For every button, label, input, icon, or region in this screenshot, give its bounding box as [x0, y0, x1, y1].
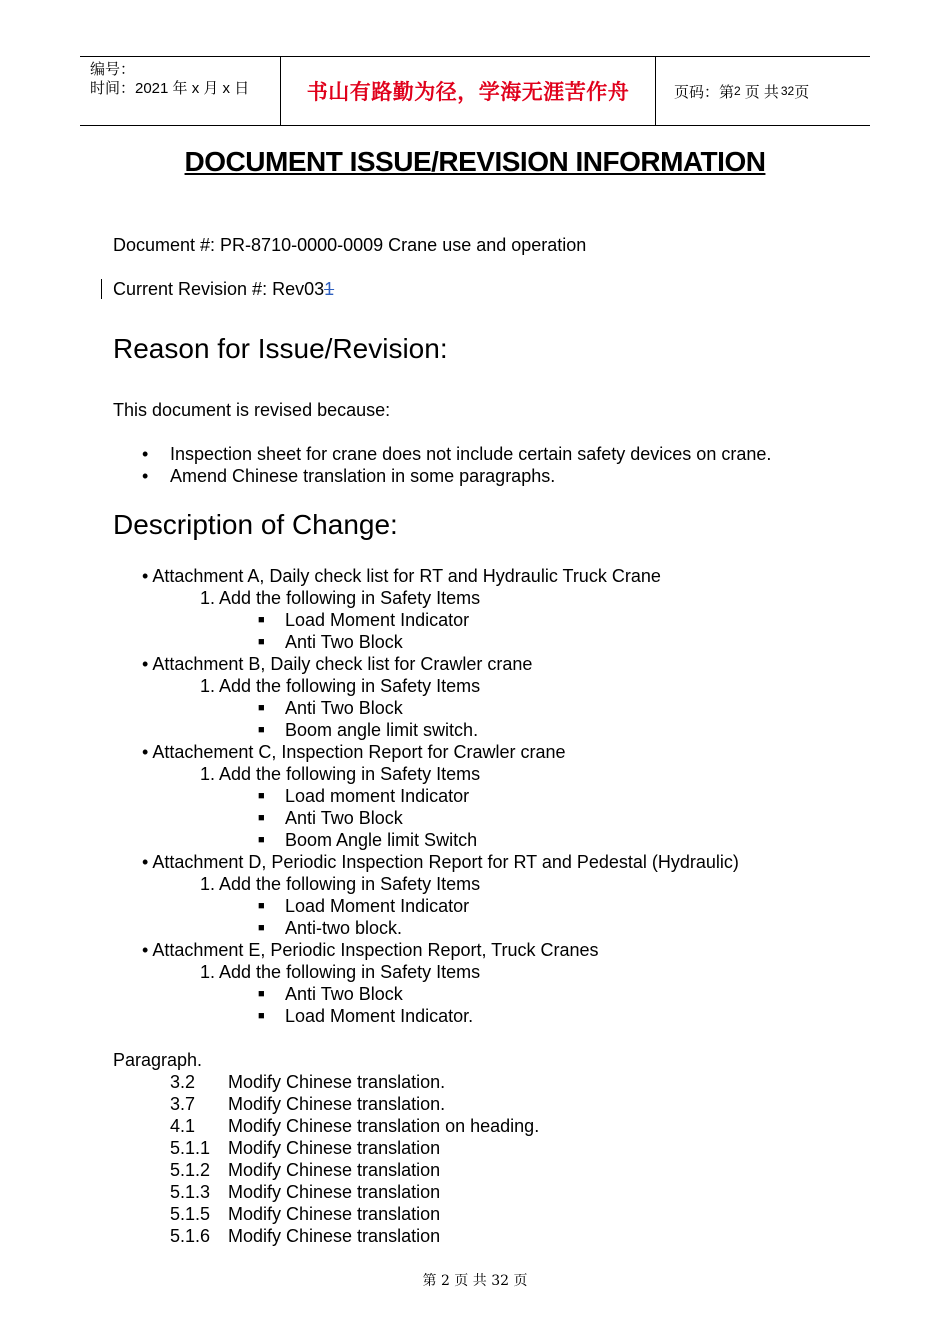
- header-meta: [80, 57, 280, 125]
- header-page-mid: 页 共: [744, 83, 779, 101]
- safety-item: ■ Anti Two Block: [258, 632, 403, 652]
- reason-item: • Inspection sheet for crane does not include certain safety devices on crane.: [142, 444, 772, 464]
- paragraph-label: Paragraph.: [113, 1050, 203, 1070]
- paragraph-number: 3.7: [170, 1094, 196, 1114]
- paragraph-row: [170, 1138, 440, 1159]
- attachment-item: • Attachment B, Daily check list for Crawler crane: [142, 654, 533, 674]
- safety-item-text: Anti Two Block: [285, 698, 403, 718]
- paragraph-row: [170, 1160, 440, 1181]
- attachment-step: 1. Add the following in Safety Items: [200, 874, 481, 894]
- document-title: DOCUMENT ISSUE/REVISION INFORMATION: [184, 146, 766, 177]
- header-page-number: 2: [734, 84, 741, 98]
- safety-item-text: Boom Angle limit Switch: [285, 830, 478, 850]
- paragraph-number: 5.1.5: [170, 1204, 211, 1224]
- attachment-step: 1. Add the following in Safety Items: [200, 764, 481, 784]
- paragraph-number: 5.1.6: [170, 1226, 211, 1246]
- safety-item: ■ Boom Angle limit Switch: [258, 830, 478, 850]
- paragraph-number: 5.1.1: [170, 1138, 211, 1158]
- page-footer: 第 2 页 共 32 页: [422, 1273, 528, 1289]
- attachment-title: Attachment A, Daily check list for RT and Hydraulic Truck Crane: [152, 566, 661, 586]
- safety-item-text: Load Moment Indicator: [285, 896, 470, 916]
- attachment-item: • Attachment A, Daily check list for RT and Hydraulic Truck Crane: [142, 566, 661, 586]
- attachment-step: 1. Add the following in Safety Items: [200, 676, 481, 696]
- paragraph-row: [170, 1116, 539, 1137]
- safety-item: ■ Load Moment Indicator: [258, 610, 470, 630]
- safety-item: ■ Boom angle limit switch.: [258, 720, 479, 740]
- safety-item: ■ Anti-two block.: [258, 918, 403, 938]
- attachment-item: • Attachement C, Inspection Report for Crawler crane: [142, 742, 566, 762]
- paragraph-row: [170, 1072, 445, 1093]
- header-motto: 书山有路勤为径，学海无涯苦作舟: [306, 79, 630, 104]
- attachment-step: 1. Add the following in Safety Items: [200, 962, 481, 982]
- paragraph-number: 5.1.3: [170, 1182, 211, 1202]
- attachment-title: Attachement C, Inspection Report for Crawler crane: [152, 742, 566, 762]
- paragraph-row: [170, 1094, 445, 1115]
- paragraph-text: Modify Chinese translation.: [228, 1094, 446, 1114]
- attachment-item: • Attachment E, Periodic Inspection Report, Truck Cranes: [142, 940, 599, 960]
- safety-item: ■ Anti Two Block: [258, 984, 403, 1004]
- safety-item: ■ Load Moment Indicator.: [258, 1006, 474, 1026]
- paragraph-text: Modify Chinese translation: [228, 1182, 441, 1202]
- page-header: [80, 56, 870, 126]
- paragraph-row: [170, 1204, 440, 1225]
- header-page-cell: [664, 57, 870, 125]
- safety-item-text: Anti Two Block: [285, 984, 403, 1004]
- safety-item-text: Anti Two Block: [285, 632, 403, 652]
- attachment-item: • Attachment D, Periodic Inspection Report for RT and Pedestal (Hydraulic): [142, 852, 739, 872]
- attachment-title: Attachment E, Periodic Inspection Report, Truck Cranes: [152, 940, 599, 960]
- paragraph-row: [170, 1226, 440, 1247]
- paragraph-row: [170, 1182, 440, 1203]
- revision-deleted-text: 1: [324, 279, 335, 299]
- attachment-title: Attachment B, Daily check list for Crawler crane: [152, 654, 533, 674]
- safety-item-text: Anti-two block.: [285, 918, 403, 938]
- safety-item-text: Load moment Indicator: [285, 786, 470, 806]
- safety-item: ■ Load Moment Indicator: [258, 896, 470, 916]
- header-number-label: 编号：: [90, 61, 136, 78]
- reason-item-text: Inspection sheet for crane does not include certain safety devices on crane.: [170, 444, 772, 464]
- current-revision: [113, 279, 334, 300]
- paragraph-number: 5.1.2: [170, 1160, 211, 1180]
- safety-item: ■ Load moment Indicator: [258, 786, 470, 806]
- header-page-total: 32: [780, 84, 795, 98]
- header-motto-cell: [280, 57, 656, 125]
- header-page-prefix: 页码：第: [674, 83, 735, 101]
- safety-item-text: Boom angle limit switch.: [285, 720, 479, 740]
- paragraph-number: 4.1: [170, 1116, 196, 1136]
- paragraph-text: Modify Chinese translation.: [228, 1072, 446, 1092]
- attachment-title: Attachment D, Periodic Inspection Report for RT and Pedestal (Hydraulic): [152, 852, 739, 872]
- paragraph-text: Modify Chinese translation: [228, 1226, 441, 1246]
- document-number: Document #: PR-8710-0000-0009 Crane use and operation: [113, 235, 587, 255]
- safety-item-text: Anti Two Block: [285, 808, 403, 828]
- paragraph-text: Modify Chinese translation on heading.: [228, 1116, 540, 1136]
- revision-change-bar: [101, 279, 102, 299]
- safety-item: ■ Anti Two Block: [258, 808, 403, 828]
- safety-item-text: Load Moment Indicator.: [285, 1006, 474, 1026]
- paragraph-number: 3.2: [170, 1072, 196, 1092]
- safety-item-text: Load Moment Indicator: [285, 610, 470, 630]
- reason-item-text: Amend Chinese translation in some paragraphs.: [170, 466, 556, 486]
- safety-item: ■ Anti Two Block: [258, 698, 403, 718]
- header-time-label: 时间：2021 年 x 月 x 日: [90, 80, 250, 97]
- revision-label: Current Revision #: Rev03: [113, 279, 325, 299]
- attachment-step: 1. Add the following in Safety Items: [200, 588, 481, 608]
- paragraph-text: Modify Chinese translation: [228, 1204, 441, 1224]
- reason-item: • Amend Chinese translation in some paragraphs.: [142, 466, 556, 486]
- paragraph-text: Modify Chinese translation: [228, 1138, 441, 1158]
- reason-heading: Reason for Issue/Revision:: [113, 333, 448, 364]
- paragraph-text: Modify Chinese translation: [228, 1160, 441, 1180]
- change-heading: Description of Change:: [113, 509, 398, 540]
- header-page-suffix: 页: [794, 83, 810, 101]
- reason-intro: This document is revised because:: [113, 400, 391, 420]
